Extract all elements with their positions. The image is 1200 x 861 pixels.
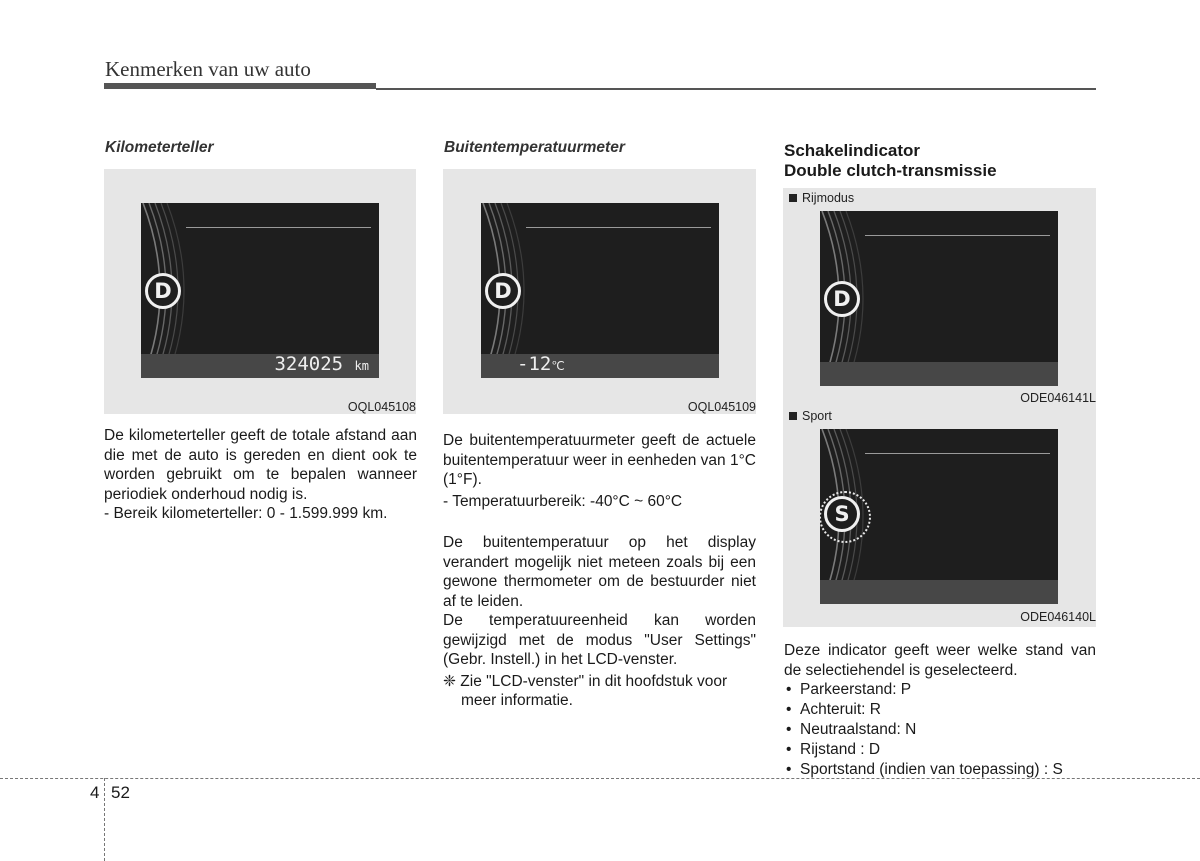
figure-code: ODE046141L [1020,391,1096,405]
page-number: 52 [111,783,130,802]
sport-mode-label [789,409,832,423]
odometer-figure [104,169,416,414]
temperature-readout [517,354,565,376]
odometer-unit: km [354,359,369,373]
temperature-paragraph-1: De buitentemperatuurmeter geeft de actuele buitentemperatuur weer in eenheden van 1°C (1°F). [443,432,756,488]
drive-mode-label-text: Rijmodus [802,191,855,205]
figure-code: OQL045108 [347,400,416,414]
screen-divider-line [186,227,371,228]
drive-mode-label [789,191,854,205]
temperature-value: -12 [517,353,552,375]
header-rule-thin [376,88,1096,90]
shift-indicator-heading-line1: Schakelindicator [784,141,921,160]
list-item: • Neutraalstand: N [784,720,1096,740]
footer-dashed-divider [104,778,105,861]
square-bullet-icon [789,412,797,420]
odometer-display-screen [141,203,379,378]
temperature-text [443,431,756,711]
sport-mode-figure [783,407,1096,627]
shift-indicator-paragraph: Deze indicator geeft weer welke stand van de selectiehendel is geselecteerd. [784,642,1096,679]
page-header-title: Kenmerken van uw auto [105,57,311,81]
temperature-unit: ℃ [551,359,565,373]
shift-indicator-heading-line2: Double clutch-transmissie [784,161,997,180]
footer-dashed-rule [0,778,1200,779]
odometer-paragraph: De kilometerteller geeft de totale afstand aan die met de auto is gereden en dient ook te worden gebruikt om te bepalen wanneer periodiek onderhoud nodig is. [104,427,417,503]
screen-divider-line [865,453,1050,454]
list-item: • Sportstand (indien van toepassing) : S [784,760,1096,780]
odometer-range: - Bereik kilometerteller: 0 - 1.599.999 km. [104,505,388,522]
odometer-heading: Kilometerteller [105,139,214,156]
sport-mode-display-screen [820,429,1058,604]
gear-indicator-d: D [824,281,860,317]
figure-code: OQL045109 [687,400,756,414]
gear-indicator-s: S [824,496,860,532]
shift-indicator-heading [784,141,997,181]
sport-mode-label-text: Sport [802,409,832,423]
temperature-paragraph-3: De temperatuureenheid kan worden gewijzigd met de modus "User Settings" (Gebr. Instell.) in het LCD-venster. [443,612,756,668]
drive-mode-figure [783,188,1096,408]
screen-bottom-bar [820,580,1058,604]
odometer-readout [274,354,369,376]
gear-indicator-d: D [145,273,181,309]
lcd-note: ❈ Zie "LCD-venster" in dit hoofdstuk voor meer informatie. [443,672,728,709]
header-rule-thick [104,83,376,89]
square-bullet-icon [789,194,797,202]
list-item: • Rijstand : D [784,740,1096,760]
list-item: • Achteruit: R [784,700,1096,720]
temperature-figure [443,169,756,414]
shift-indicator-text [784,641,1096,780]
gear-list [784,680,1096,780]
gear-indicator-d: D [485,273,521,309]
temperature-range: - Temperatuurbereik: -40°C ~ 60°C [443,492,683,510]
drive-mode-display-screen [820,211,1058,386]
odometer-value: 324025 [274,353,344,375]
screen-divider-line [865,235,1050,236]
figure-code: ODE046140L [1020,610,1096,624]
screen-divider-line [526,227,711,228]
odometer-text [104,426,417,524]
temperature-paragraph-2: De buitentemperatuur op het display verandert mogelijk niet meteen zoals bij een gewone thermometer om de bestuurder niet af te leiden. [443,534,756,610]
chapter-number: 4 [90,783,100,802]
temperature-heading: Buitentemperatuurmeter [444,139,625,156]
list-item: • Parkeerstand: P [784,680,1096,700]
temperature-display-screen [481,203,719,378]
screen-bottom-bar [820,362,1058,386]
